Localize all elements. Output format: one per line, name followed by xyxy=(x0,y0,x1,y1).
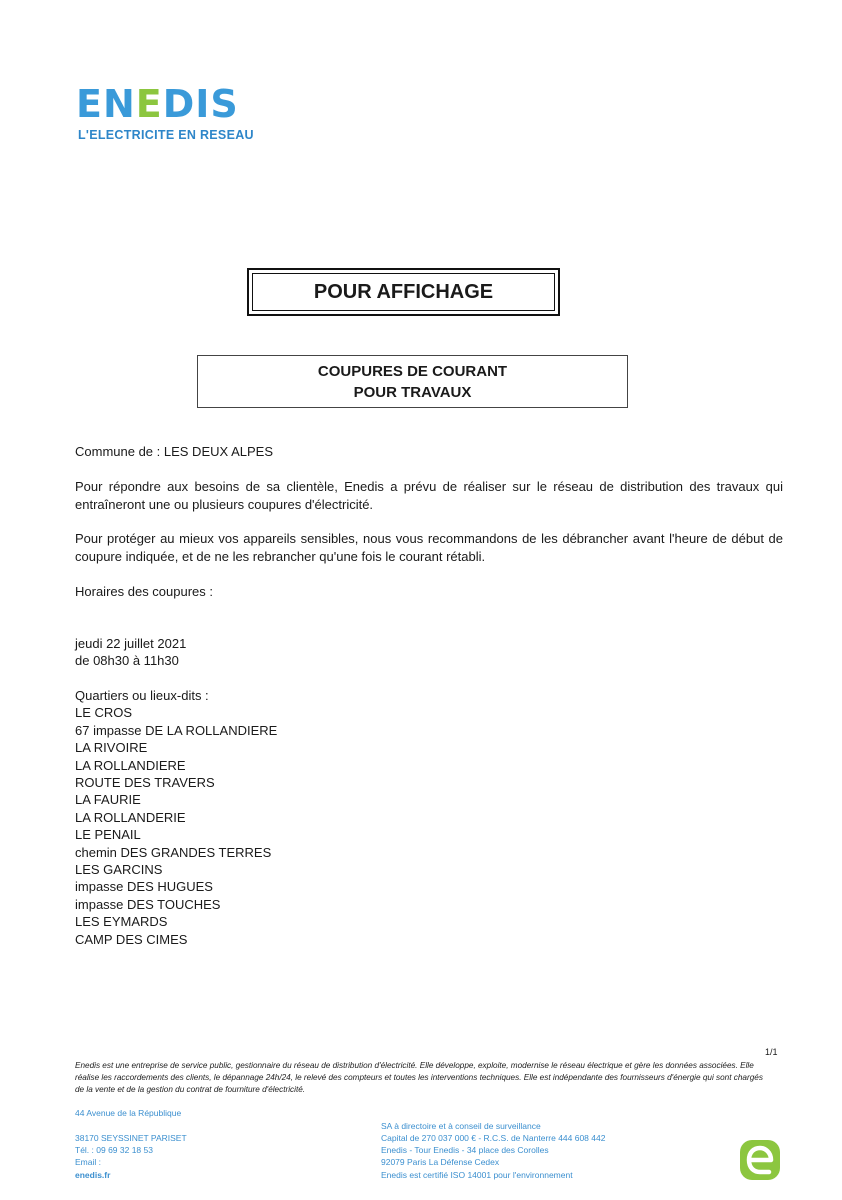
company-legal-line3: Enedis - Tour Enedis - 34 place des Corolles xyxy=(381,1145,549,1155)
title-line2: POUR TRAVAUX xyxy=(353,383,472,401)
horaires-label: Horaires des coupures : xyxy=(75,584,214,599)
paragraph-1: Pour répondre aux besoins de sa clientèle, Enedis a prévu de réaliser sur le réseau de distribution des travaux qui entraîneront une ou plusieurs coupures d'électricité. xyxy=(75,479,783,512)
logo-tagline: L'ELECTRICITE EN RESEAU xyxy=(78,128,254,142)
logo-wordmark xyxy=(76,82,239,126)
list-item: impasse DES HUGUES xyxy=(75,879,213,895)
enedis-logo xyxy=(76,82,266,144)
footer-legal-note: Enedis est une entreprise de service public, gestionnaire du réseau de distribution d'électricité. Elle développe, exploite, modernise le réseau électrique et gère les données associées. Elle réalise les raccordements des clients, le dépannage 24h/24, le relevé des compteurs et toutes les interventions techniques. Elle est indépendante des fournisseurs d'énergie qui sont chargés de la vente et de la gestion du contrat de fourniture d'électricité. xyxy=(75,1061,763,1094)
list-item: LA ROLLANDIERE xyxy=(75,757,186,773)
list-item: LES EYMARDS xyxy=(75,914,168,930)
list-item: LES GARCINS xyxy=(75,862,163,878)
pour-affichage-label: POUR AFFICHAGE xyxy=(252,273,555,311)
address-tel: Tél. : 09 69 32 18 53 xyxy=(75,1145,153,1155)
list-item: 67 impasse DE LA ROLLANDIERE xyxy=(75,722,278,738)
list-item: chemin DES GRANDES TERRES xyxy=(75,844,272,860)
list-item: LA ROLLANDERIE xyxy=(75,809,186,825)
list-item: ROUTE DES TRAVERS xyxy=(75,775,215,791)
company-legal-line2: Capital de 270 037 000 € - R.C.S. de Nanterre 444 608 442 xyxy=(381,1133,606,1143)
title-line1: COUPURES DE COURANT xyxy=(317,362,508,380)
company-legal-line1: SA à directoire et à conseil de surveillance xyxy=(381,1121,541,1131)
paragraph-2: Pour protéger au mieux vos appareils sensibles, nous vous recommandons de les débrancher avant l'heure de début de coupure indiquée, et de ne les rebrancher qu'une fois le courant rétabli. xyxy=(75,531,783,564)
company-legal-line4: 92079 Paris La Défense Cedex xyxy=(381,1157,500,1167)
coupure-date: jeudi 22 juillet 2021 xyxy=(75,636,187,651)
pour-affichage-box xyxy=(247,268,560,316)
list-item: LE CROS xyxy=(75,705,133,721)
logo-word-part2: E xyxy=(135,82,163,126)
address-street: 44 Avenue de la République xyxy=(75,1108,182,1118)
page-number: 1/1 xyxy=(765,1047,778,1057)
coupure-time-range: de 08h30 à 11h30 xyxy=(75,653,179,668)
enedis-e-mark-icon xyxy=(738,1138,782,1182)
commune-line: Commune de : LES DEUX ALPES xyxy=(75,444,273,459)
list-item: impasse DES TOUCHES xyxy=(75,896,221,912)
company-legal-line5: Enedis est certifié ISO 14001 pour l'environnement xyxy=(381,1170,573,1180)
list-item: LE PENAIL xyxy=(75,827,141,843)
quartiers-list xyxy=(75,687,277,948)
title-box xyxy=(197,355,628,408)
list-item: CAMP DES CIMES xyxy=(75,931,188,947)
address-website-link[interactable]: enedis.fr xyxy=(75,1170,111,1180)
logo-word-part1: EN xyxy=(76,82,136,126)
list-item: LA FAURIE xyxy=(75,792,141,808)
logo-word-part3: DIS xyxy=(162,82,239,126)
list-item: LA RIVOIRE xyxy=(75,740,148,756)
quartiers-label: Quartiers ou lieux-dits : xyxy=(75,688,209,703)
address-city: 38170 SEYSSINET PARISET xyxy=(75,1133,187,1143)
address-email: Email : xyxy=(75,1157,101,1167)
